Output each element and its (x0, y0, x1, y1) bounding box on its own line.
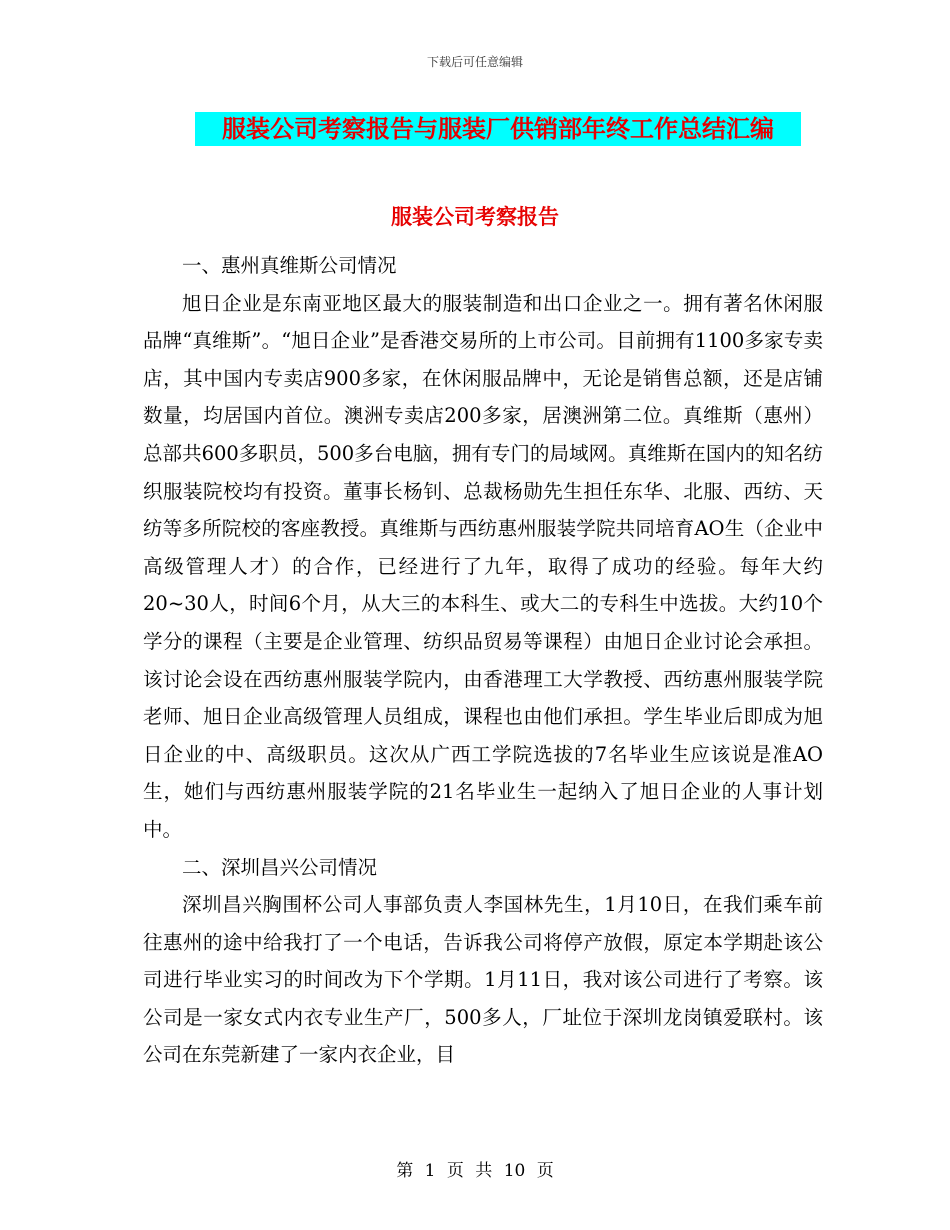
heading-section-2: 二、深圳昌兴公司情况 (182, 855, 378, 879)
page-header-note: 下载后可任意编辑 (426, 55, 523, 69)
paragraph-section-2: 深圳昌兴胸围杯公司人事部负责人李国林先生，1月10日，在我们乘车前往惠州的途中给我打了一个电话，告诉我公司将停产放假，原定本学期赴该公司进行毕业实习的时间改为下个学期。1月11日，我对该公司进行了考察。该公司是一家女式内衣专业生产厂，500多人，厂址位于深圳龙岗镇爱联村。该公司在东莞新建了一家内衣企业，目 (143, 893, 823, 1067)
document-body (143, 247, 823, 1074)
page-footer: 第 1 页 共 10 页 (396, 1161, 554, 1181)
heading-section-1: 一、惠州真维斯公司情况 (182, 254, 397, 277)
document-title: 服装公司考察报告与服装厂供销部年终工作总结汇编 (195, 112, 801, 146)
paragraph-section-1: 旭日企业是东南亚地区最大的服装制造和出口企业之一。拥有著名休闲服品牌“真维斯”。“旭日企业”是香港交易所的上市公司。目前拥有1100多家专卖店，其中国内专卖店900多家，在休闲服品牌中，无论是销售总额，还是店铺数量，均居国内首位。澳洲专卖店200多家，居澳洲第二位。真维斯（惠州）总部共600多职员，500多台电脑，拥有专门的局域网。真维斯在国内的知名纺织服装院校均有投资。董事长杨钊、总裁杨勋先生担任东华、北服、西纺、天纺等多所院校的客座教授。真维斯与西纺惠州服装学院共同培育AO生（企业中高级管理人才）的合作，已经进行了九年，取得了成功的经验。每年大约20~30人，时间6个月，从大三的本科生、或大二的专科生中选拔。大约10个学分的课程（主要是企业管理、纺织品贸易等课程）由旭日企业讨论会承担。该讨论会设在西纺惠州服装学院内，由香港理工大学教授、西纺惠州服装学院老师、旭日企业高级管理人员组成，课程也由他们承担。学生毕业后即成为旭日企业的中、高级职员。这次从广西工学院选拔的7名毕业生应该说是准AO生，她们与西纺惠州服装学院的21名毕业生一起纳入了旭日企业的人事计划中。 (143, 291, 823, 841)
section-title: 服装公司考察报告 (391, 205, 559, 229)
